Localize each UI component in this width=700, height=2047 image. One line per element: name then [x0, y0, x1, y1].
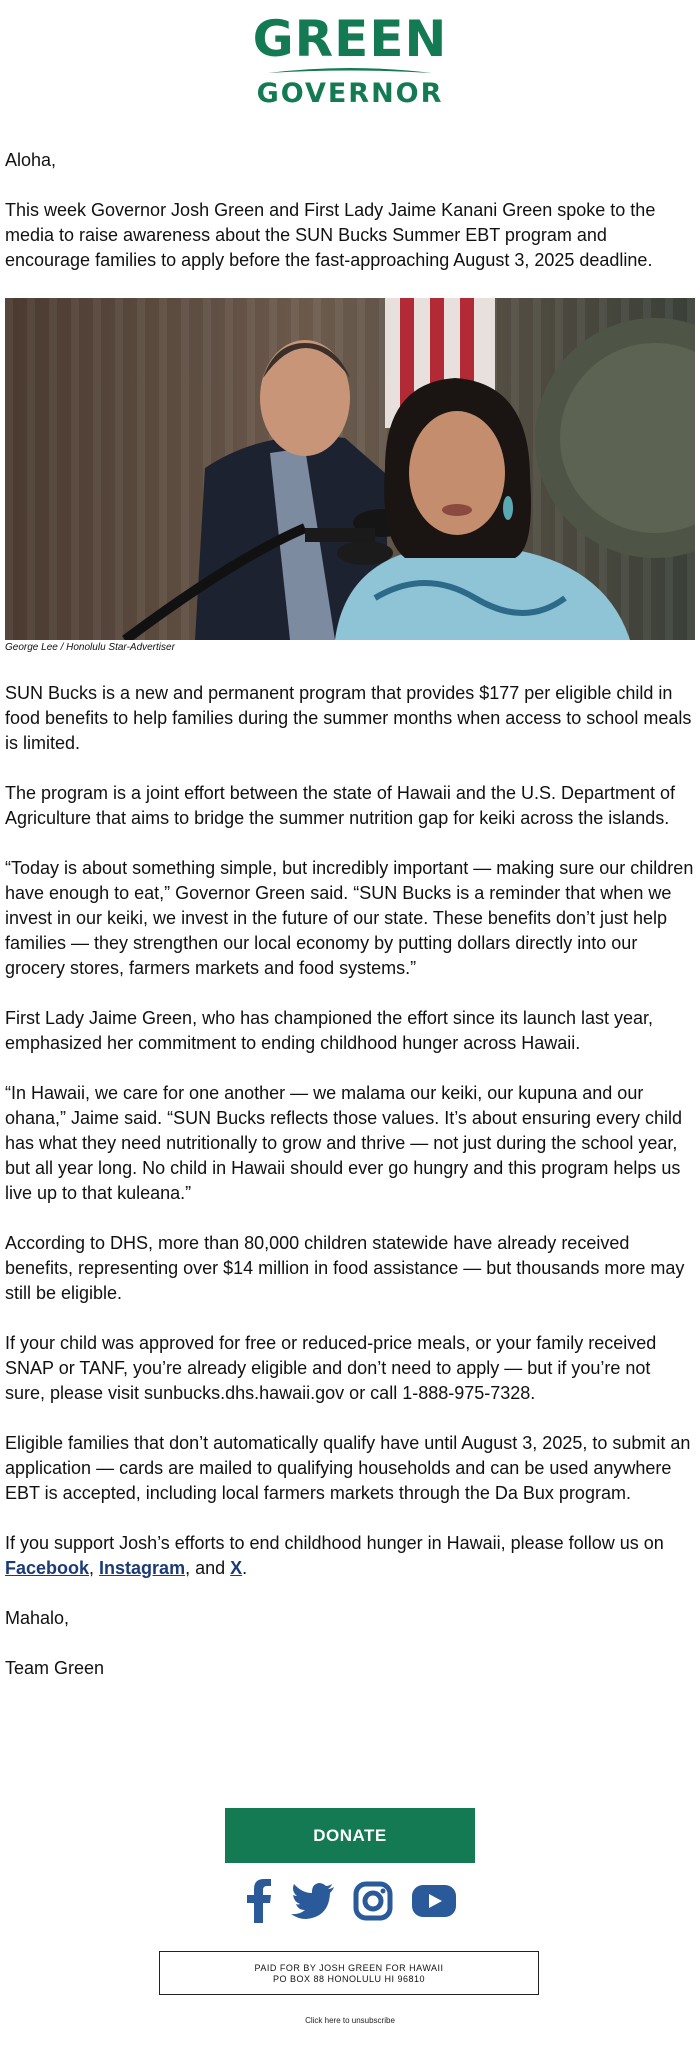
- body-paragraph: First Lady Jaime Green, who has championed the effort since its launch last year, emphasized her commitment to ending childhood hunger across Hawaii.: [5, 1008, 653, 1053]
- body-paragraph: SUN Bucks is a new and permanent program that provides $177 per eligible child in food benefits to help families during the summer months when access to school meals is limited.: [5, 683, 692, 753]
- facebook-icon[interactable]: [246, 1879, 272, 1928]
- press-photo: [5, 298, 695, 640]
- greeting: Aloha,: [5, 150, 57, 170]
- body-paragraph: The program is a joint effort between the state of Hawaii and the U.S. Department of Agriculture that aims to bridge the summer nutrition gap for keiki across the islands.: [5, 783, 676, 828]
- signoff: Mahalo,: [5, 1608, 70, 1628]
- signature: Team Green: [5, 1658, 105, 1678]
- paid-for-disclaimer: [159, 1951, 539, 1995]
- follow-text: If you support Josh’s efforts to end childhood hunger in Hawaii, please follow us on: [5, 1533, 664, 1553]
- logo-governor-text: GOVERNOR: [256, 78, 444, 109]
- follow-end: .: [242, 1558, 248, 1578]
- youtube-icon[interactable]: [412, 1885, 456, 1922]
- follow-separator: , and: [185, 1558, 231, 1578]
- disclaimer-line: PAID FOR BY JOSH GREEN FOR HAWAII: [254, 1963, 444, 1973]
- facebook-link[interactable]: Facebook: [5, 1558, 90, 1578]
- logo-green-text: GREEN: [252, 10, 448, 68]
- body-paragraph: Eligible families that don’t automatically qualify have until August 3, 2025, to submit an application — cards are mailed to qualifying households and can be used anywhere EBT is accepted, including local farmers markets through the Da Bux program.: [5, 1433, 691, 1503]
- email-body: [5, 148, 695, 1706]
- twitter-icon[interactable]: [291, 1883, 335, 1924]
- follow-separator: ,: [89, 1558, 100, 1578]
- x-link[interactable]: X: [230, 1558, 243, 1578]
- photo-caption: George Lee / Honolulu Star-Advertiser: [5, 642, 175, 653]
- body-paragraph: According to DHS, more than 80,000 children statewide have already received benefits, representing over $14 million in food assistance — but thousands more may still be eligible.: [5, 1233, 685, 1303]
- instagram-link[interactable]: Instagram: [99, 1558, 186, 1578]
- body-paragraph: If your child was approved for free or reduced-price meals, or your family received SNAP or TANF, you’re already eligible and don’t need to apply — but if you’re not sure, please visit sunbucks.dhs.hawaii.gov or call 1-888-975-7328.: [5, 1333, 657, 1403]
- intro-paragraph: This week Governor Josh Green and First Lady Jaime Kanani Green spoke to the media to raise awareness about the SUN Bucks Summer EBT program and encourage families to apply before the fast-approaching August 3, 2025 deadline.: [5, 200, 656, 270]
- instagram-icon[interactable]: [353, 1881, 393, 1926]
- donate-button[interactable]: DONATE: [225, 1808, 475, 1863]
- social-links: [246, 1880, 456, 1926]
- body-paragraph: “Today is about something simple, but incredibly important — making sure our children have enough to eat,” Governor Green said. “SUN Bucks is a reminder that when we invest in our keiki, we invest in the future of our state. These benefits don’t just help families — they strengthen our local economy by putting dollars directly into our grocery stores, farmers markets and food systems.”: [5, 858, 694, 978]
- disclaimer-line: PO BOX 88 HONOLULU HI 96810: [272, 1974, 426, 1984]
- unsubscribe-link[interactable]: Click here to unsubscribe: [305, 2016, 395, 2025]
- body-paragraph: “In Hawaii, we care for one another — we malama our keiki, our kupuna and our ohana,” Jaime said. “SUN Bucks reflects those values. It’s about ensuring every child has what they need nutritionally to grow and thrive — not just during the school year, but all year long. No child in Hawaii should ever go hungry and this program helps us live up to that kuleana.”: [5, 1083, 682, 1203]
- green-governor-logo: [0, 12, 700, 109]
- follow-paragraph: [5, 1531, 695, 1581]
